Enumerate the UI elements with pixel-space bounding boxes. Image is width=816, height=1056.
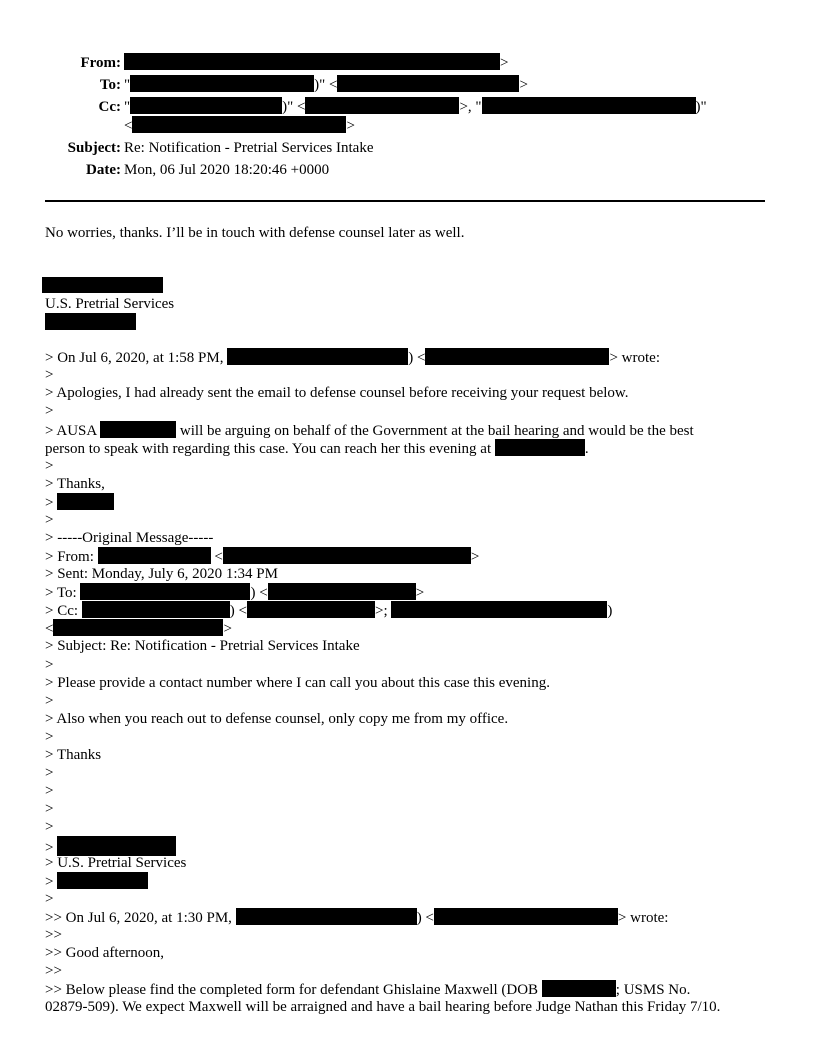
redaction <box>80 583 250 600</box>
header-to-row <box>0 75 816 95</box>
original-subject-line: > Subject: Re: Notification - Pretrial Services Intake <box>45 638 360 654</box>
subject-label: Subject: <box>67 140 121 156</box>
redaction <box>434 908 618 925</box>
quote-blank-line: > <box>45 891 54 907</box>
quote-ausa-line <box>45 421 694 440</box>
quote-intro-wrote: wrote: <box>621 350 660 366</box>
header-from-row <box>0 53 816 73</box>
quote2-intro-wrote: wrote: <box>630 910 669 926</box>
quote-ausa-text: > AUSA <box>45 423 97 439</box>
header-cc-row <box>0 97 816 117</box>
redaction <box>57 872 148 889</box>
original-cc-label: > Cc: <box>45 603 79 619</box>
date-value: Mon, 06 Jul 2020 18:20:46 +0000 <box>124 162 330 178</box>
redaction <box>100 421 176 438</box>
quote-signature-line: > <box>45 493 114 512</box>
redaction <box>391 601 607 618</box>
redaction <box>130 97 282 114</box>
original-thanks-line: > Thanks <box>45 747 102 763</box>
quote2-intro: >> On Jul 6, 2020, at 1:30 PM, ) < > wrote: <box>45 910 669 926</box>
quote-blank-line: > <box>45 458 54 474</box>
redaction <box>236 908 417 925</box>
redaction <box>53 619 223 636</box>
original-signature-line: > <box>45 836 176 857</box>
original-to-label: > To: <box>45 585 77 601</box>
redaction <box>132 116 346 133</box>
quote-ausa-line-2: person to speak with regarding this case. You can reach her this evening at . <box>45 441 589 457</box>
original-to-line: > To: ) < > <box>45 585 425 601</box>
original-message-separator: > -----Original Message----- <box>45 530 214 546</box>
redaction <box>305 97 459 114</box>
quote-blank-line: > <box>45 783 54 799</box>
quote2-below-text: >> Below please find the completed form for defendant Ghislaine Maxwell (DOB <box>45 982 539 998</box>
redaction <box>227 348 408 365</box>
quote2-below-line-2: 02879-509). We expect Maxwell will be arraigned and have a bail hearing before Judge Nathan this Friday 7/10. <box>45 999 721 1015</box>
quote-blank-line: > <box>45 512 54 528</box>
quote-apology: > Apologies, I had already sent the email to defense counsel before receiving your request below. <box>45 385 629 401</box>
header-cc-row-2 <box>0 116 816 136</box>
quote-blank-line: > <box>45 657 54 673</box>
redaction <box>57 493 114 510</box>
redaction <box>268 583 416 600</box>
quote-ausa-text-3: person to speak with regarding this case. You can reach her this evening at <box>45 441 492 457</box>
redaction <box>57 836 176 856</box>
redaction <box>124 53 250 70</box>
quote-ausa-text-2: will be arguing on behalf of the Government at the bail hearing and would be the best <box>179 423 694 439</box>
quote-blank-line: > <box>45 819 54 835</box>
original-please-line: > Please provide a contact number where I can call you about this case this evening. <box>45 675 550 691</box>
quote-intro-text: > On Jul 6, 2020, at 1:58 PM, <box>45 350 224 366</box>
redaction <box>337 75 519 92</box>
quote-blank-line: > <box>45 693 54 709</box>
from-label: From: <box>80 55 121 71</box>
to-value: " )" < > <box>124 77 528 93</box>
quote-blank-line: > <box>45 367 54 383</box>
original-cc-line-2: < > <box>45 621 232 637</box>
redaction <box>250 53 500 70</box>
quote2-blank-line: >> <box>45 963 62 979</box>
original-cc-line: > Cc: ) < >; ) <box>45 603 613 619</box>
to-label: To: <box>99 77 121 93</box>
redaction <box>82 601 230 618</box>
date-label: Date: <box>86 162 121 178</box>
redaction-signature-contact <box>45 313 136 330</box>
quote2-greeting: >> Good afternoon, <box>45 945 164 961</box>
quote-blank-line: > <box>45 729 54 745</box>
quote-blank-line: > <box>45 765 54 781</box>
redaction <box>425 348 609 365</box>
redaction <box>247 601 375 618</box>
cc-value-2: < > <box>124 118 355 134</box>
quote2-below-text-2: ; USMS No. <box>615 982 691 998</box>
reply-text: No worries, thanks. I’ll be in touch with defense counsel later as well. <box>45 225 465 241</box>
cc-label: Cc: <box>98 99 121 115</box>
original-sent-line: > Sent: Monday, July 6, 2020 1:34 PM <box>45 566 278 582</box>
cc-value: " )" < >, " )" <box>124 99 707 115</box>
redaction <box>130 75 314 92</box>
original-from-label: > From: <box>45 549 94 565</box>
redaction <box>223 547 471 564</box>
header-date-row <box>0 160 816 180</box>
redaction <box>482 97 696 114</box>
from-value: > <box>124 53 508 73</box>
quote2-blank-line: >> <box>45 927 62 943</box>
quote-blank-line: > <box>45 801 54 817</box>
signature-org: U.S. Pretrial Services <box>45 296 175 312</box>
redaction <box>495 439 585 456</box>
redaction-signature-name <box>42 277 163 293</box>
original-signature-contact: > <box>45 872 148 891</box>
header-divider <box>45 200 765 202</box>
subject-value: Re: Notification - Pretrial Services Intake <box>124 140 374 156</box>
redaction <box>542 980 616 997</box>
redaction <box>98 547 211 564</box>
original-signature-org: > U.S. Pretrial Services <box>45 855 187 871</box>
quote-intro: > On Jul 6, 2020, at 1:58 PM, ) < > wrote: <box>45 350 660 366</box>
header-subject-row <box>0 138 816 158</box>
original-from-line: > From: < > <box>45 549 480 565</box>
original-also-line: > Also when you reach out to defense counsel, only copy me from my office. <box>45 711 509 727</box>
quote-thanks: > Thanks, <box>45 476 105 492</box>
quote2-below-line <box>45 980 690 999</box>
quote2-intro-text: >> On Jul 6, 2020, at 1:30 PM, <box>45 910 232 926</box>
quote-blank-line: > <box>45 403 54 419</box>
